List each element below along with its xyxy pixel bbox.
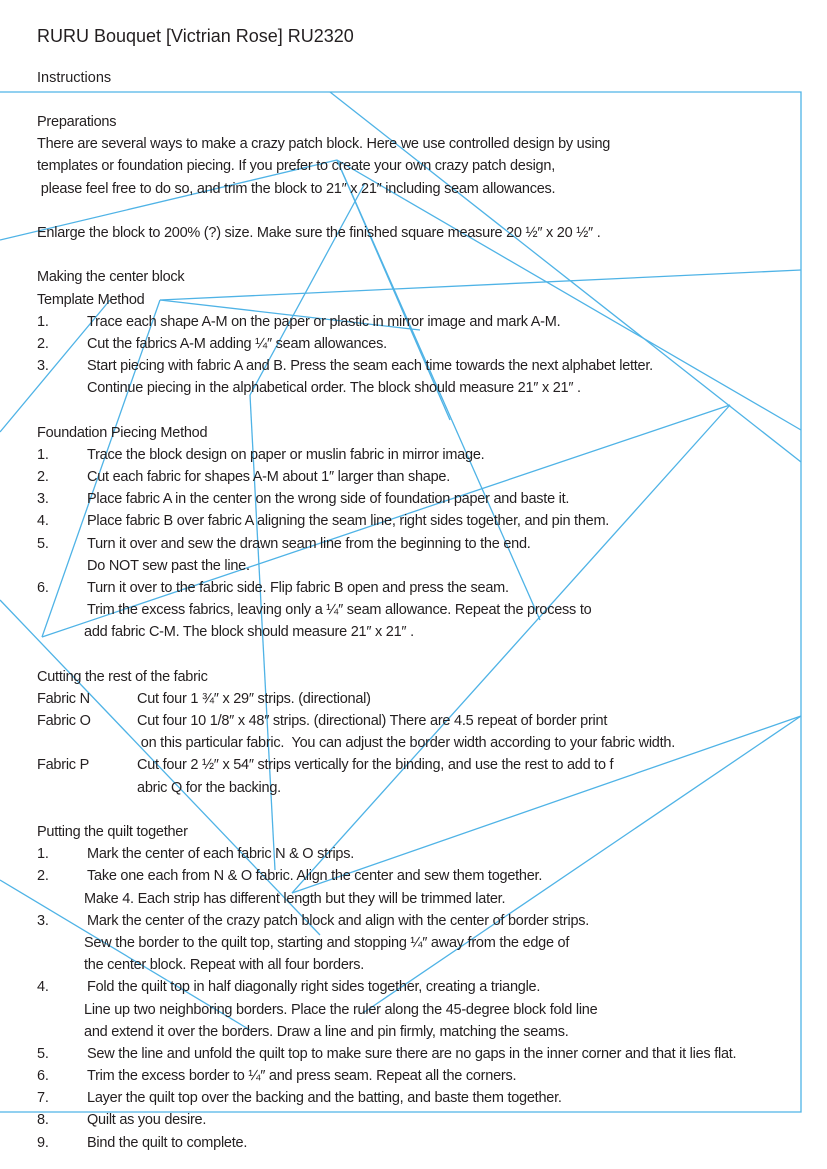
list-item: 1. Trace each shape A-M on the paper or plastic in mirror image and mark A-M. [37,313,561,330]
list-item: 3. Mark the center of the crazy patch block and align with the center of border strips. [37,912,590,929]
list-item: 8. Quilt as you desire. [37,1112,207,1129]
fabric-row-continuation: abric Q for the backing. [137,779,281,796]
list-item-continuation: Sew the border to the quilt top, starting and stopping ¼″ away from the edge of [84,934,570,951]
subheading-template-method: Template Method [37,291,145,308]
section-heading-center-block: Making the center block [37,269,185,286]
list-item: 3. Place fabric A in the center on the wrong side of foundation paper and baste it. [37,491,570,508]
paragraph-line: templates or foundation piecing. If you prefer to create your own crazy patch design, [37,158,555,175]
list-item: 6. Turn it over to the fabric side. Flip fabric B open and press the seam. [37,579,509,596]
paragraph-line: There are several ways to make a crazy patch block. Here we use controlled design by using [37,136,611,153]
paragraph-line: please feel free to do so, and trim the block to 21″ x 21″ including seam allowances. [37,180,556,197]
list-item: 3. Start piecing with fabric A and B. Press the seam each time towards the next alphabet letter. [37,358,653,375]
instructions-body [37,111,827,1154]
list-item: 6. Trim the excess border to ¼″ and press seam. Repeat all the corners. [37,1068,517,1085]
subheading-foundation-method: Foundation Piecing Method [37,424,208,441]
list-item-continuation: Trim the excess fabrics, leaving only a ¼″ seam allowance. Repeat the process to [87,602,592,619]
list-item: 5. Turn it over and sew the drawn seam line from the beginning to the end. [37,535,531,552]
list-item: 5. Sew the line and unfold the quilt top to make sure there are no gaps in the inner corner and that it lies flat. [37,1045,737,1062]
list-item: 4. Place fabric B over fabric A aligning the seam line, right sides together, and pin them. [37,513,610,530]
list-item-continuation: Continue piecing in the alphabetical order. The block should measure 21″ x 21″ . [87,380,581,397]
section-heading-cutting: Cutting the rest of the fabric [37,668,208,685]
list-item: 1. Mark the center of each fabric N & O strips. [37,846,355,863]
document-title: RURU Bouquet [Victrian Rose] RU2320 [37,26,354,46]
paragraph-line: Enlarge the block to 200% (?) size. Make sure the finished square measure 20 ½″ x 20 ½″ . [37,224,601,241]
list-item: 2. Cut the fabrics A-M adding ¼″ seam allowances. [37,335,387,352]
fabric-row: Fabric P Cut four 2 ½″ x 54″ strips vertically for the binding, and use the rest to add to f [37,757,614,774]
document-subtitle: Instructions [37,70,112,86]
list-item: 9. Bind the quilt to complete. [37,1134,248,1151]
list-item-continuation: Make 4. Each strip has different length but they will be trimmed later. [84,890,506,907]
list-item-continuation: Line up two neighboring borders. Place the ruler along the 45-degree block fold line [84,1001,598,1018]
list-item: 2. Take one each from N & O fabric. Align the center and sew them together. [37,868,543,885]
fabric-row-continuation: on this particular fabric. You can adjust the border width according to your fabric width. [137,735,675,752]
section-heading-assembly: Putting the quilt together [37,824,188,840]
section-heading-preparations: Preparations [37,114,117,130]
list-item-continuation: and extend it over the borders. Draw a line and pin firmly, matching the seams. [84,1023,569,1040]
fabric-row: Fabric N Cut four 1 ¾″ x 29″ strips. (directional) [37,690,371,707]
list-item: 7. Layer the quilt top over the backing and the batting, and baste them together. [37,1090,562,1107]
fabric-row: Fabric O Cut four 10 1/8″ x 48″ strips. (directional) There are 4.5 repeat of border print [37,713,608,730]
list-item-continuation: Do NOT sew past the line. [87,557,250,574]
list-item: 1. Trace the block design on paper or muslin fabric in mirror image. [37,446,485,463]
list-item-continuation: the center block. Repeat with all four borders. [84,957,365,974]
list-item-continuation: add fabric C-M. The block should measure 21″ x 21″ . [84,624,414,641]
list-item: 4. Fold the quilt top in half diagonally right sides together, creating a triangle. [37,979,541,996]
list-item: 2. Cut each fabric for shapes A-M about 1″ larger than shape. [37,469,451,485]
